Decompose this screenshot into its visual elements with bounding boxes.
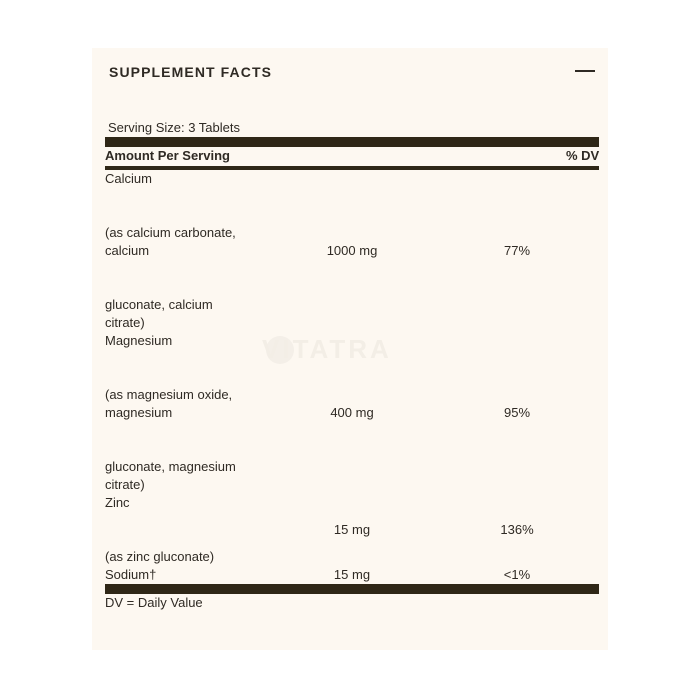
footnote: DV = Daily Value xyxy=(105,595,203,610)
nutrient-amount-calcium: 1000 mg xyxy=(326,243,378,258)
nutrient-dv-calcium: 77% xyxy=(503,243,531,258)
top-divider-bar xyxy=(105,137,599,147)
nutrient-amount-magnesium: 400 mg xyxy=(330,405,374,420)
nutrient-desc-line: citrate) xyxy=(105,477,145,492)
nutrient-dv-magnesium: 95% xyxy=(503,405,531,420)
nutrient-dv-zinc: 136% xyxy=(500,522,534,537)
nutrient-desc-line: magnesium xyxy=(105,405,173,420)
amount-per-serving-header: Amount Per Serving xyxy=(105,148,230,163)
nutrient-desc-line: gluconate, magnesium xyxy=(105,459,236,474)
section-title: SUPPLEMENT FACTS xyxy=(109,64,273,80)
nutrient-desc-line: (as zinc gluconate) xyxy=(105,549,215,564)
serving-size: Serving Size: 3 Tablets xyxy=(108,120,240,135)
nutrient-desc-line: gluconate, calcium xyxy=(105,297,213,312)
collapse-button[interactable] xyxy=(574,64,598,78)
dv-header: % DV xyxy=(566,148,600,163)
nutrient-name-sodium: Sodium† xyxy=(105,567,157,582)
watermark-text: VITATRA xyxy=(262,334,392,364)
nutrient-dv-sodium: <1% xyxy=(503,567,531,582)
nutrient-name-zinc: Zinc xyxy=(105,495,130,510)
bottom-divider-bar xyxy=(105,584,599,594)
nutrient-desc-line: calcium xyxy=(105,243,150,258)
header-divider-bar xyxy=(105,166,599,170)
nutrient-name-magnesium: Magnesium xyxy=(105,333,173,348)
nutrient-desc-line: (as magnesium oxide, xyxy=(105,387,233,402)
nutrient-name-calcium: Calcium xyxy=(105,171,152,186)
nutrient-desc-line: citrate) xyxy=(105,315,145,330)
nutrient-desc-line: (as calcium carbonate, xyxy=(105,225,236,240)
nutrient-amount-sodium: 15 mg xyxy=(333,567,371,582)
nutrient-amount-zinc: 15 mg xyxy=(333,522,371,537)
minus-icon xyxy=(575,70,595,72)
